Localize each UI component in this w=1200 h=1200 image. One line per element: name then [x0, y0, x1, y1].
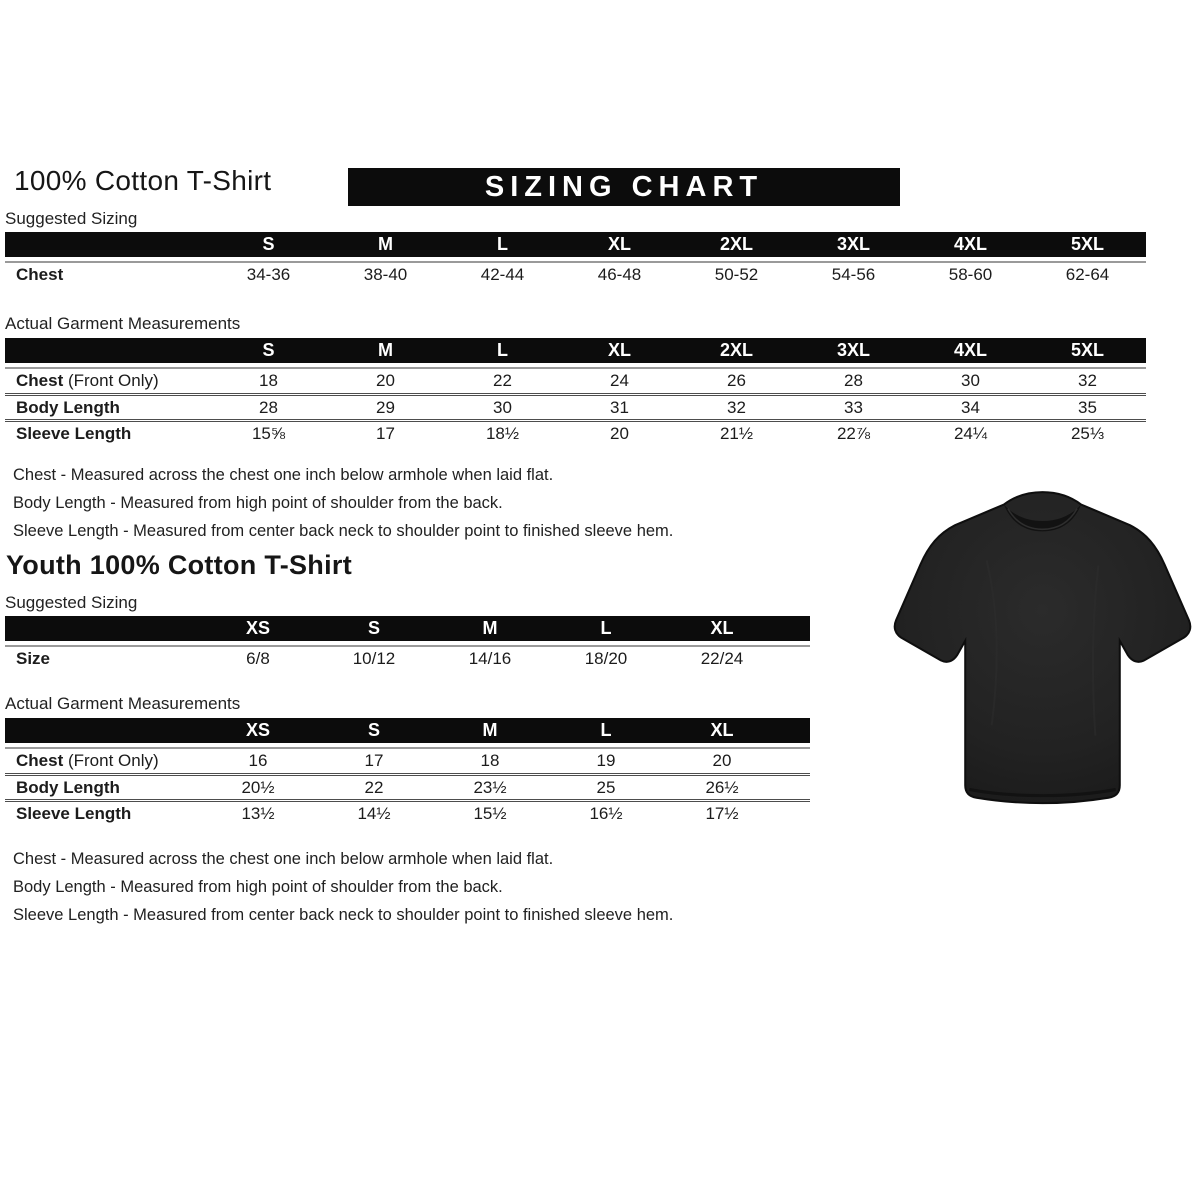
table-row: [5, 799, 810, 825]
note-chest: Chest - Measured across the chest one inch below armhole when laid flat.: [13, 466, 554, 484]
measurement-value: 16: [200, 747, 316, 773]
youth-suggested-sizing-table: [5, 616, 810, 671]
size-column-header: 5XL: [1029, 338, 1146, 367]
measurement-value: 24: [561, 367, 678, 393]
measurement-value: 17½: [664, 799, 780, 825]
size-column-header: S: [210, 338, 327, 367]
measurement-value: 20½: [200, 773, 316, 799]
measurement-value: 22: [316, 773, 432, 799]
measurement-value: 34-36: [210, 261, 327, 287]
table-row: [5, 261, 1146, 287]
size-column-header: 5XL: [1029, 232, 1146, 261]
empty-header-cell: [5, 616, 200, 645]
measurement-value: 18: [432, 747, 548, 773]
measurement-value: 25: [548, 773, 664, 799]
measurement-value: 26½: [664, 773, 780, 799]
pad-cell: [780, 799, 810, 825]
note-body-length: Body Length - Measured from high point of shoulder from the back.: [13, 494, 503, 512]
measurement-value: 30: [444, 393, 561, 419]
row-label: Sleeve Length: [5, 419, 210, 445]
measurement-value: 32: [1029, 367, 1146, 393]
adult-suggested-sizing-table: [5, 232, 1146, 287]
measurement-value: 10/12: [316, 645, 432, 671]
measurement-value: 16½: [548, 799, 664, 825]
note-sleeve-length: Sleeve Length - Measured from center back neck to shoulder point to finished sleeve hem.: [13, 522, 674, 540]
measurement-value: 15½: [432, 799, 548, 825]
size-column-header: L: [444, 338, 561, 367]
row-label: Body Length: [5, 393, 210, 419]
measurement-value: 42-44: [444, 261, 561, 287]
size-column-header: L: [548, 616, 664, 645]
measurement-value: 20: [664, 747, 780, 773]
measurement-value: 22⅞: [795, 419, 912, 445]
tshirt-graphic: [890, 488, 1195, 808]
youth-suggested-sizing-label: Suggested Sizing: [5, 593, 138, 612]
row-label: Size: [5, 645, 200, 671]
measurement-value: 32: [678, 393, 795, 419]
pad-cell: [780, 645, 810, 671]
measurement-value: 18½: [444, 419, 561, 445]
size-column-header: XL: [561, 232, 678, 261]
table-header-row: [5, 616, 810, 645]
size-column-header: 4XL: [912, 232, 1029, 261]
pad-cell: [780, 773, 810, 799]
measurement-value: 23½: [432, 773, 548, 799]
youth-title: Youth 100% Cotton T-Shirt: [6, 550, 352, 580]
note-body-length: Body Length - Measured from high point of shoulder from the back.: [13, 878, 503, 896]
row-label: Chest (Front Only): [5, 747, 200, 773]
row-label: Sleeve Length: [5, 799, 200, 825]
measurement-value: 54-56: [795, 261, 912, 287]
table-row: [5, 645, 810, 671]
size-column-header: M: [327, 338, 444, 367]
sizing-chart-banner-text: SIZING CHART: [484, 170, 764, 203]
empty-header-cell: [780, 616, 810, 645]
table-row: [5, 393, 1146, 419]
measurement-value: 17: [316, 747, 432, 773]
size-column-header: S: [316, 718, 432, 747]
measurement-value: 25⅓: [1029, 419, 1146, 445]
measurement-value: 62-64: [1029, 261, 1146, 287]
size-column-header: 2XL: [678, 232, 795, 261]
size-column-header: XS: [200, 616, 316, 645]
measurement-value: 22: [444, 367, 561, 393]
youth-measurements-label: Actual Garment Measurements: [5, 694, 241, 713]
measurement-value: 58-60: [912, 261, 1029, 287]
size-column-header: S: [316, 616, 432, 645]
measurement-value: 19: [548, 747, 664, 773]
empty-header-cell: [5, 232, 210, 261]
measurement-value: 29: [327, 393, 444, 419]
measurement-value: 20: [561, 419, 678, 445]
measurement-value: 28: [795, 367, 912, 393]
size-column-header: M: [432, 616, 548, 645]
table-header-row: [5, 718, 810, 747]
measurement-value: 24¼: [912, 419, 1029, 445]
empty-header-cell: [5, 338, 210, 367]
measurement-value: 18/20: [548, 645, 664, 671]
pad-cell: [780, 747, 810, 773]
measurement-value: 14½: [316, 799, 432, 825]
size-column-header: 4XL: [912, 338, 1029, 367]
empty-header-cell: [780, 718, 810, 747]
size-column-header: 3XL: [795, 232, 912, 261]
measurement-value: 46-48: [561, 261, 678, 287]
measurement-value: 15⅝: [210, 419, 327, 445]
empty-header-cell: [5, 718, 200, 747]
measurement-value: 50-52: [678, 261, 795, 287]
measurement-value: 17: [327, 419, 444, 445]
youth-notes: [13, 845, 673, 929]
adult-notes: [13, 461, 673, 545]
measurement-value: 35: [1029, 393, 1146, 419]
note-chest: Chest - Measured across the chest one inch below armhole when laid flat.: [13, 850, 554, 868]
measurement-value: 20: [327, 367, 444, 393]
measurement-value: 6/8: [200, 645, 316, 671]
black-tshirt-image: [890, 488, 1195, 808]
size-column-header: M: [432, 718, 548, 747]
size-column-header: S: [210, 232, 327, 261]
measurement-value: 38-40: [327, 261, 444, 287]
size-column-header: 2XL: [678, 338, 795, 367]
adult-suggested-sizing-label: Suggested Sizing: [5, 209, 138, 228]
measurement-value: 28: [210, 393, 327, 419]
measurement-value: 21½: [678, 419, 795, 445]
table-row: [5, 367, 1146, 393]
table-header-row: [5, 338, 1146, 367]
size-column-header: L: [548, 718, 664, 747]
size-column-header: M: [327, 232, 444, 261]
adult-title: 100% Cotton T-Shirt: [14, 165, 272, 196]
tshirt-body: [895, 492, 1191, 803]
youth-measurements-table: [5, 718, 810, 825]
row-label: Body Length: [5, 773, 200, 799]
adult-measurements-table: [5, 338, 1146, 445]
size-column-header: XL: [664, 718, 780, 747]
measurement-value: 13½: [200, 799, 316, 825]
measurement-value: 26: [678, 367, 795, 393]
table-header-row: [5, 232, 1146, 261]
measurement-value: 31: [561, 393, 678, 419]
measurement-value: 34: [912, 393, 1029, 419]
size-column-header: XL: [664, 616, 780, 645]
measurement-value: 14/16: [432, 645, 548, 671]
measurement-value: 18: [210, 367, 327, 393]
measurement-value: 22/24: [664, 645, 780, 671]
measurement-value: 33: [795, 393, 912, 419]
row-label: Chest (Front Only): [5, 367, 210, 393]
size-column-header: L: [444, 232, 561, 261]
measurement-value: 30: [912, 367, 1029, 393]
size-column-header: XS: [200, 718, 316, 747]
table-row: [5, 747, 810, 773]
row-label: Chest: [5, 261, 210, 287]
adult-measurements-label: Actual Garment Measurements: [5, 314, 241, 333]
table-row: [5, 419, 1146, 445]
sizing-chart-banner: [348, 168, 900, 206]
size-column-header: XL: [561, 338, 678, 367]
note-sleeve-length: Sleeve Length - Measured from center back neck to shoulder point to finished sleeve hem.: [13, 906, 674, 924]
table-row: [5, 773, 810, 799]
size-column-header: 3XL: [795, 338, 912, 367]
